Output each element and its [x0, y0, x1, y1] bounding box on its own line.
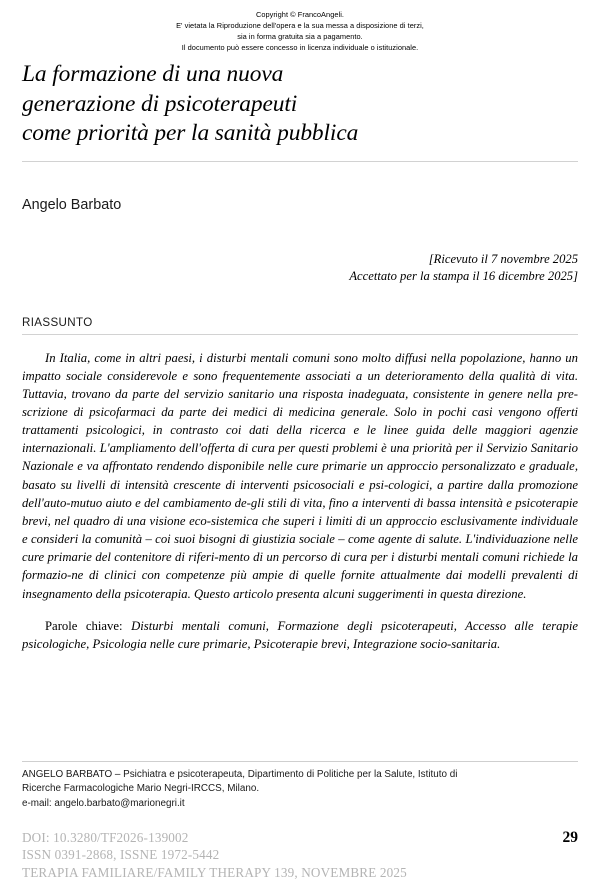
footer-meta	[22, 829, 578, 881]
title-divider	[22, 161, 578, 162]
journal-line: TERAPIA FAMILIARE/FAMILY THERAPY 139, NOVEMBRE 2025	[22, 864, 407, 880]
copyright-line-3: sia in forma gratuita sia a pagamento.	[237, 32, 363, 42]
copyright-notice	[0, 0, 600, 53]
received-date: [Ricevuto il 7 novembre 2025	[428, 251, 578, 266]
title-line-2: generazione di psicoterapeuti	[22, 90, 298, 117]
author-name: Angelo Barbato	[22, 196, 122, 213]
keywords-label: Parole chiave:	[45, 618, 123, 633]
page-number: 29	[562, 829, 578, 846]
abstract-paragraph: In Italia, come in altri paesi, i disturbi mentali comuni sono molto diffusi nella popolazione, hanno un impatto sociale considerevole e sono frequentemente associati a un deterioramento della qualità di vita. Tuttavia, trovano da parte del servizio sanitario una risposta inadeguata, consistente in genere nella pre-scrizione di psicofarmaci da parte dei medici di medicina generale. Solo in pochi casi vengono offerti trattamenti psicologici, in contrasto coi dati della ricerca e le linee guida delle maggiori agenzie internazionali. L'ampliamento dell'offerta di cura per questi problemi è una priorità per il Servizio Sanitario Nazionale e va affrontato rendendo disponibile nelle cure primarie un approccio personalizzato e graduale, basato su livelli di intensità crescente di interventi psicosociali e psi-cologici, a partire dalla promozione dell'auto-mutuo aiuto e del cambiamento de-gli stili di vita, fino a interventi di bassa intensità e psicoterapie brevi, nel quadro di una visione eco-sistemica che superi i limiti di un approccio esclusivamente individuale e consideri la comunità – coi suoi bisogni di giustizia sociale – come agente di salute. L'individuazione nelle cure primarie del contenitore di riferi-mento di un percorso di cura per i disturbi mentali comuni richiede la formazio-ne di clinici con competenze più ampie di quelle fornite attualmente dai modelli prevalenti di insegnamento della psicoterapia. Questo articolo presenta alcuni suggerimenti in questa direzione.	[22, 350, 578, 601]
accepted-date: Accettato per la stampa il 16 dicembre 2025]	[349, 268, 578, 283]
title-line-1: La formazione di una nuova	[22, 61, 284, 87]
copyright-line-2: E' vietata la Riproduzione dell'opera e la sua messa a disposizione di terzi,	[176, 21, 424, 31]
content-column	[22, 60, 578, 653]
abstract-section	[22, 349, 578, 654]
copyright-line-4: Il documento può essere concesso in licenza individuale o istituzionale.	[181, 43, 419, 53]
abstract-divider	[22, 334, 578, 335]
page-title	[22, 60, 578, 149]
footnote-text	[22, 768, 578, 811]
submission-dates	[22, 251, 578, 285]
footnote-email[interactable]: e-mail: angelo.barbato@marionegri.it	[22, 797, 185, 809]
footnote-divider	[22, 761, 578, 762]
affiliation-footnote	[22, 761, 578, 811]
issn-line: ISSN 0391-2868, ISSNE 1972-5442	[22, 847, 220, 863]
keywords-list: Disturbi mentali comuni, Formazione degli psicoterapeuti, Accesso alle terapie psicologiche, Psicologia nelle cure primarie, Psicoterapie brevi, Integrazione socio-sanitaria.	[22, 618, 579, 651]
doi-line: DOI: 10.3280/TF2026-139002	[22, 830, 189, 845]
page-footer	[22, 829, 578, 881]
footnote-line-2: Ricerche Farmacologiche Mario Negri-IRCCS, Milano.	[22, 783, 260, 795]
abstract-heading: RIASSUNTO	[22, 315, 93, 329]
footnote-line-1: ANGELO BARBATO – Psichiatra e psicoterapeuta, Dipartimento di Politiche per la Salute, Istituto di	[22, 769, 458, 780]
title-line-3: come priorità per la sanità pubblica	[22, 120, 359, 146]
copyright-line-1: Copyright © FrancoAngeli.	[255, 10, 345, 19]
keywords-paragraph	[22, 617, 578, 653]
